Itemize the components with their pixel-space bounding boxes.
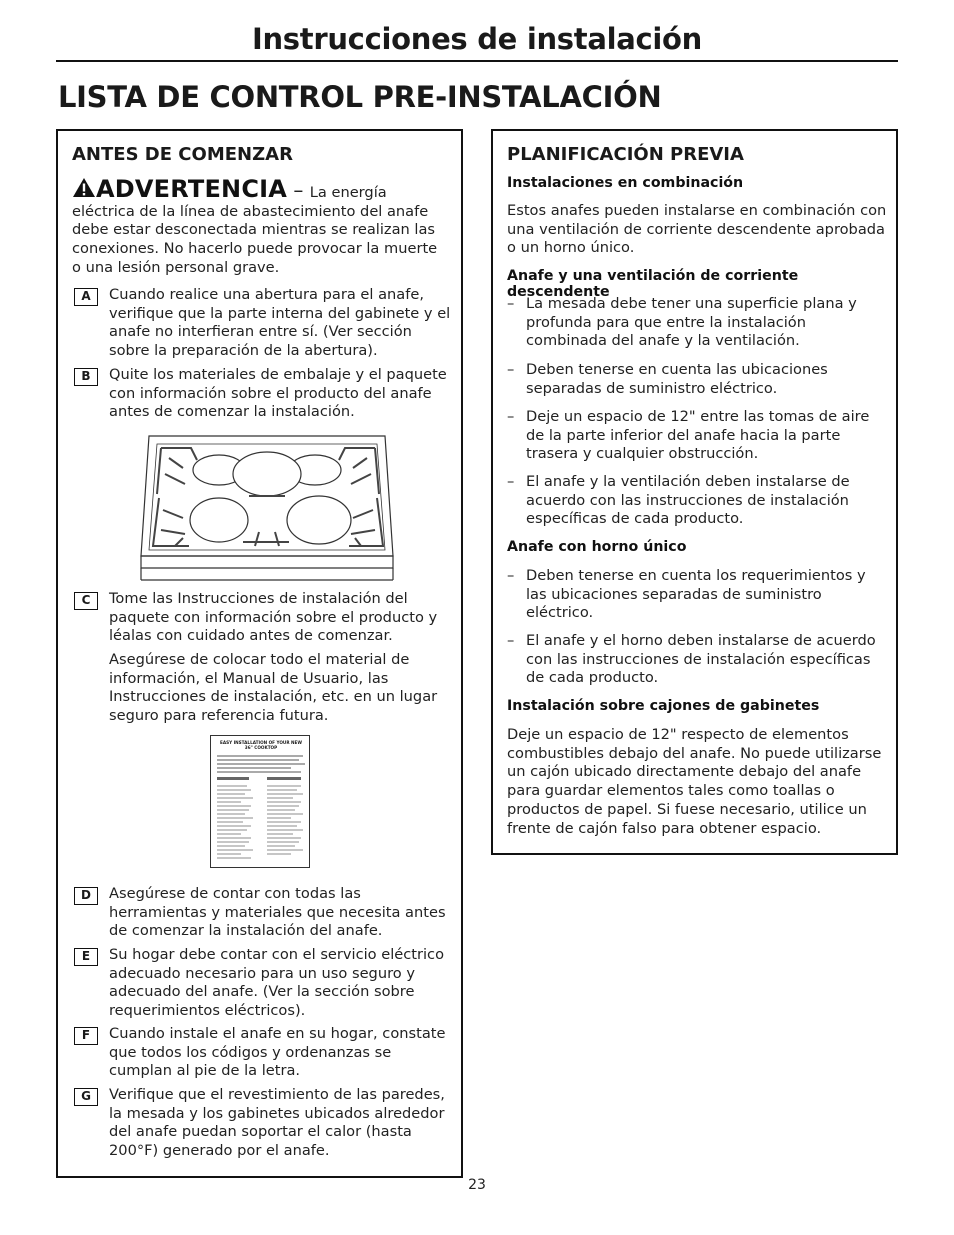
item-text-f: Cuando instale el anafe en su hogar, constate que todos los códigos y ordenanzas se cumplan al pie de la letra. bbox=[109, 1025, 446, 1080]
warning-text: La energía eléctrica de la línea de abastecimiento del anafe debe estar desconectada mientras se realizan las conexiones. No hacerlo puede provocar la muerte o una lesión personal grave. bbox=[72, 184, 438, 276]
combination-subheading: Instalaciones en combinación bbox=[507, 175, 744, 191]
item-text-b: Quite los materiales de embalaje y el paquete con información sobre el producto del anafe antes de comenzar la instalación. bbox=[109, 366, 447, 421]
downdraft-item-text: El anafe y la ventilación deben instalarse de acuerdo con las instrucciones de instalación específicas de cada producto. bbox=[526, 473, 850, 528]
single-oven-item bbox=[507, 567, 887, 623]
downdraft-item bbox=[507, 408, 887, 464]
item-letter-g: G bbox=[74, 1088, 98, 1106]
planning-heading: PLANIFICACIÓN PREVIA bbox=[507, 144, 744, 165]
item-letter-a: A bbox=[74, 288, 98, 306]
single-oven-item-text: El anafe y el horno deben instalarse de acuerdo con las instrucciones de instalación específicas de cada producto. bbox=[526, 632, 876, 687]
before-starting-heading: ANTES DE COMENZAR bbox=[72, 144, 293, 165]
warning-word: ADVERTENCIA bbox=[96, 175, 288, 203]
page-header-title: Instrucciones de instalación bbox=[251, 22, 703, 56]
dash-bullet: – bbox=[507, 567, 515, 584]
warning-block bbox=[72, 177, 450, 278]
item-text-g: Verifique que el revestimiento de las paredes, la mesada y los gabinetes ubicados alrededor del anafe puedan soportar el calor (hasta 200°F) generado por el anafe. bbox=[109, 1086, 445, 1160]
item-letter-d: D bbox=[74, 887, 98, 905]
warning-triangle-icon bbox=[72, 177, 96, 198]
cabinet-drawers-subheading: Instalación sobre cajones de gabinetes bbox=[507, 698, 820, 714]
dash-bullet: – bbox=[507, 295, 515, 312]
single-oven-subheading: Anafe con horno único bbox=[507, 539, 687, 555]
cooktop-illustration bbox=[139, 434, 397, 581]
item-text-c: Tome las Instrucciones de instalación del paquete con información sobre el producto y léalas con cuidado antes de comenzar. bbox=[109, 590, 438, 645]
dash-bullet: – bbox=[507, 408, 515, 425]
item-text-a: Cuando realice una abertura para el anafe, verifique que la parte interna del gabinete y el anafe no interfieran entre sí. (Ver sección sobre la preparación de la abertura). bbox=[109, 286, 451, 360]
planning-box bbox=[491, 129, 898, 855]
installation-booklet-illustration bbox=[210, 735, 310, 868]
dash-bullet: – bbox=[507, 361, 515, 378]
booklet-title-line2: 36" COOKTOP bbox=[244, 745, 278, 750]
combination-paragraph: Estos anafes pueden instalarse en combinación con una ventilación de corriente descendente aprobada o un horno único. bbox=[507, 202, 887, 257]
item-letter-e: E bbox=[74, 948, 98, 966]
dash-bullet: – bbox=[507, 632, 515, 649]
single-oven-item-text: Deben tenerse en cuenta los requerimientos y las ubicaciones separadas de suministro eléctrico. bbox=[526, 567, 866, 622]
downdraft-item bbox=[507, 361, 887, 398]
page-number: 23 bbox=[468, 1177, 486, 1193]
downdraft-item bbox=[507, 295, 887, 351]
before-starting-box bbox=[56, 129, 463, 1178]
item-text-c-extra: Asegúrese de colocar todo el material de información, el Manual de Usuario, las Instrucciones de instalación, etc. en un lugar seguro para referencia futura. bbox=[109, 651, 438, 725]
downdraft-subheading: Anafe y una ventilación de corriente descendente bbox=[507, 268, 799, 300]
cabinet-drawers-paragraph: Deje un espacio de 12" respecto de elementos combustibles debajo del anafe. No puede utilizarse un cajón ubicado directamente debajo del anafe para guardar elementos tales como toallas o productos de papel. Si fuese necesario, utilice un frente de cajón falso para obtener espacio. bbox=[507, 726, 882, 837]
item-letter-c: C bbox=[74, 592, 98, 610]
header-rule bbox=[56, 60, 898, 62]
downdraft-item-text: La mesada debe tener una superficie plana y profunda para que entre la instalación combinada del anafe y la ventilación. bbox=[526, 295, 857, 350]
downdraft-item-text: Deben tenerse en cuenta las ubicaciones separadas de suministro eléctrico. bbox=[526, 361, 828, 397]
item-text-e: Su hogar debe contar con el servicio eléctrico adecuado necesario para un uso seguro y adecuado del anafe. (Ver la sección sobre requerimientos eléctricos). bbox=[109, 946, 445, 1020]
downdraft-item-text: Deje un espacio de 12" entre las tomas de aire de la parte inferior del anafe hacia la parte trasera y cualquier obstrucción. bbox=[526, 408, 870, 463]
item-text-d: Asegúrese de contar con todas las herramientas y materiales que necesita antes de comenzar la instalación del anafe. bbox=[109, 885, 446, 940]
booklet-text-lines bbox=[211, 736, 311, 869]
booklet-title-line1: EASY INSTALLATION OF YOUR NEW bbox=[219, 740, 303, 745]
warning-dash: – bbox=[287, 178, 310, 202]
section-title: LISTA DE CONTROL PRE-INSTALACIÓN bbox=[58, 80, 662, 114]
item-letter-b: B bbox=[74, 368, 98, 386]
downdraft-item bbox=[507, 473, 887, 529]
item-letter-f: F bbox=[74, 1027, 98, 1045]
dash-bullet: – bbox=[507, 473, 515, 490]
single-oven-item bbox=[507, 632, 887, 688]
